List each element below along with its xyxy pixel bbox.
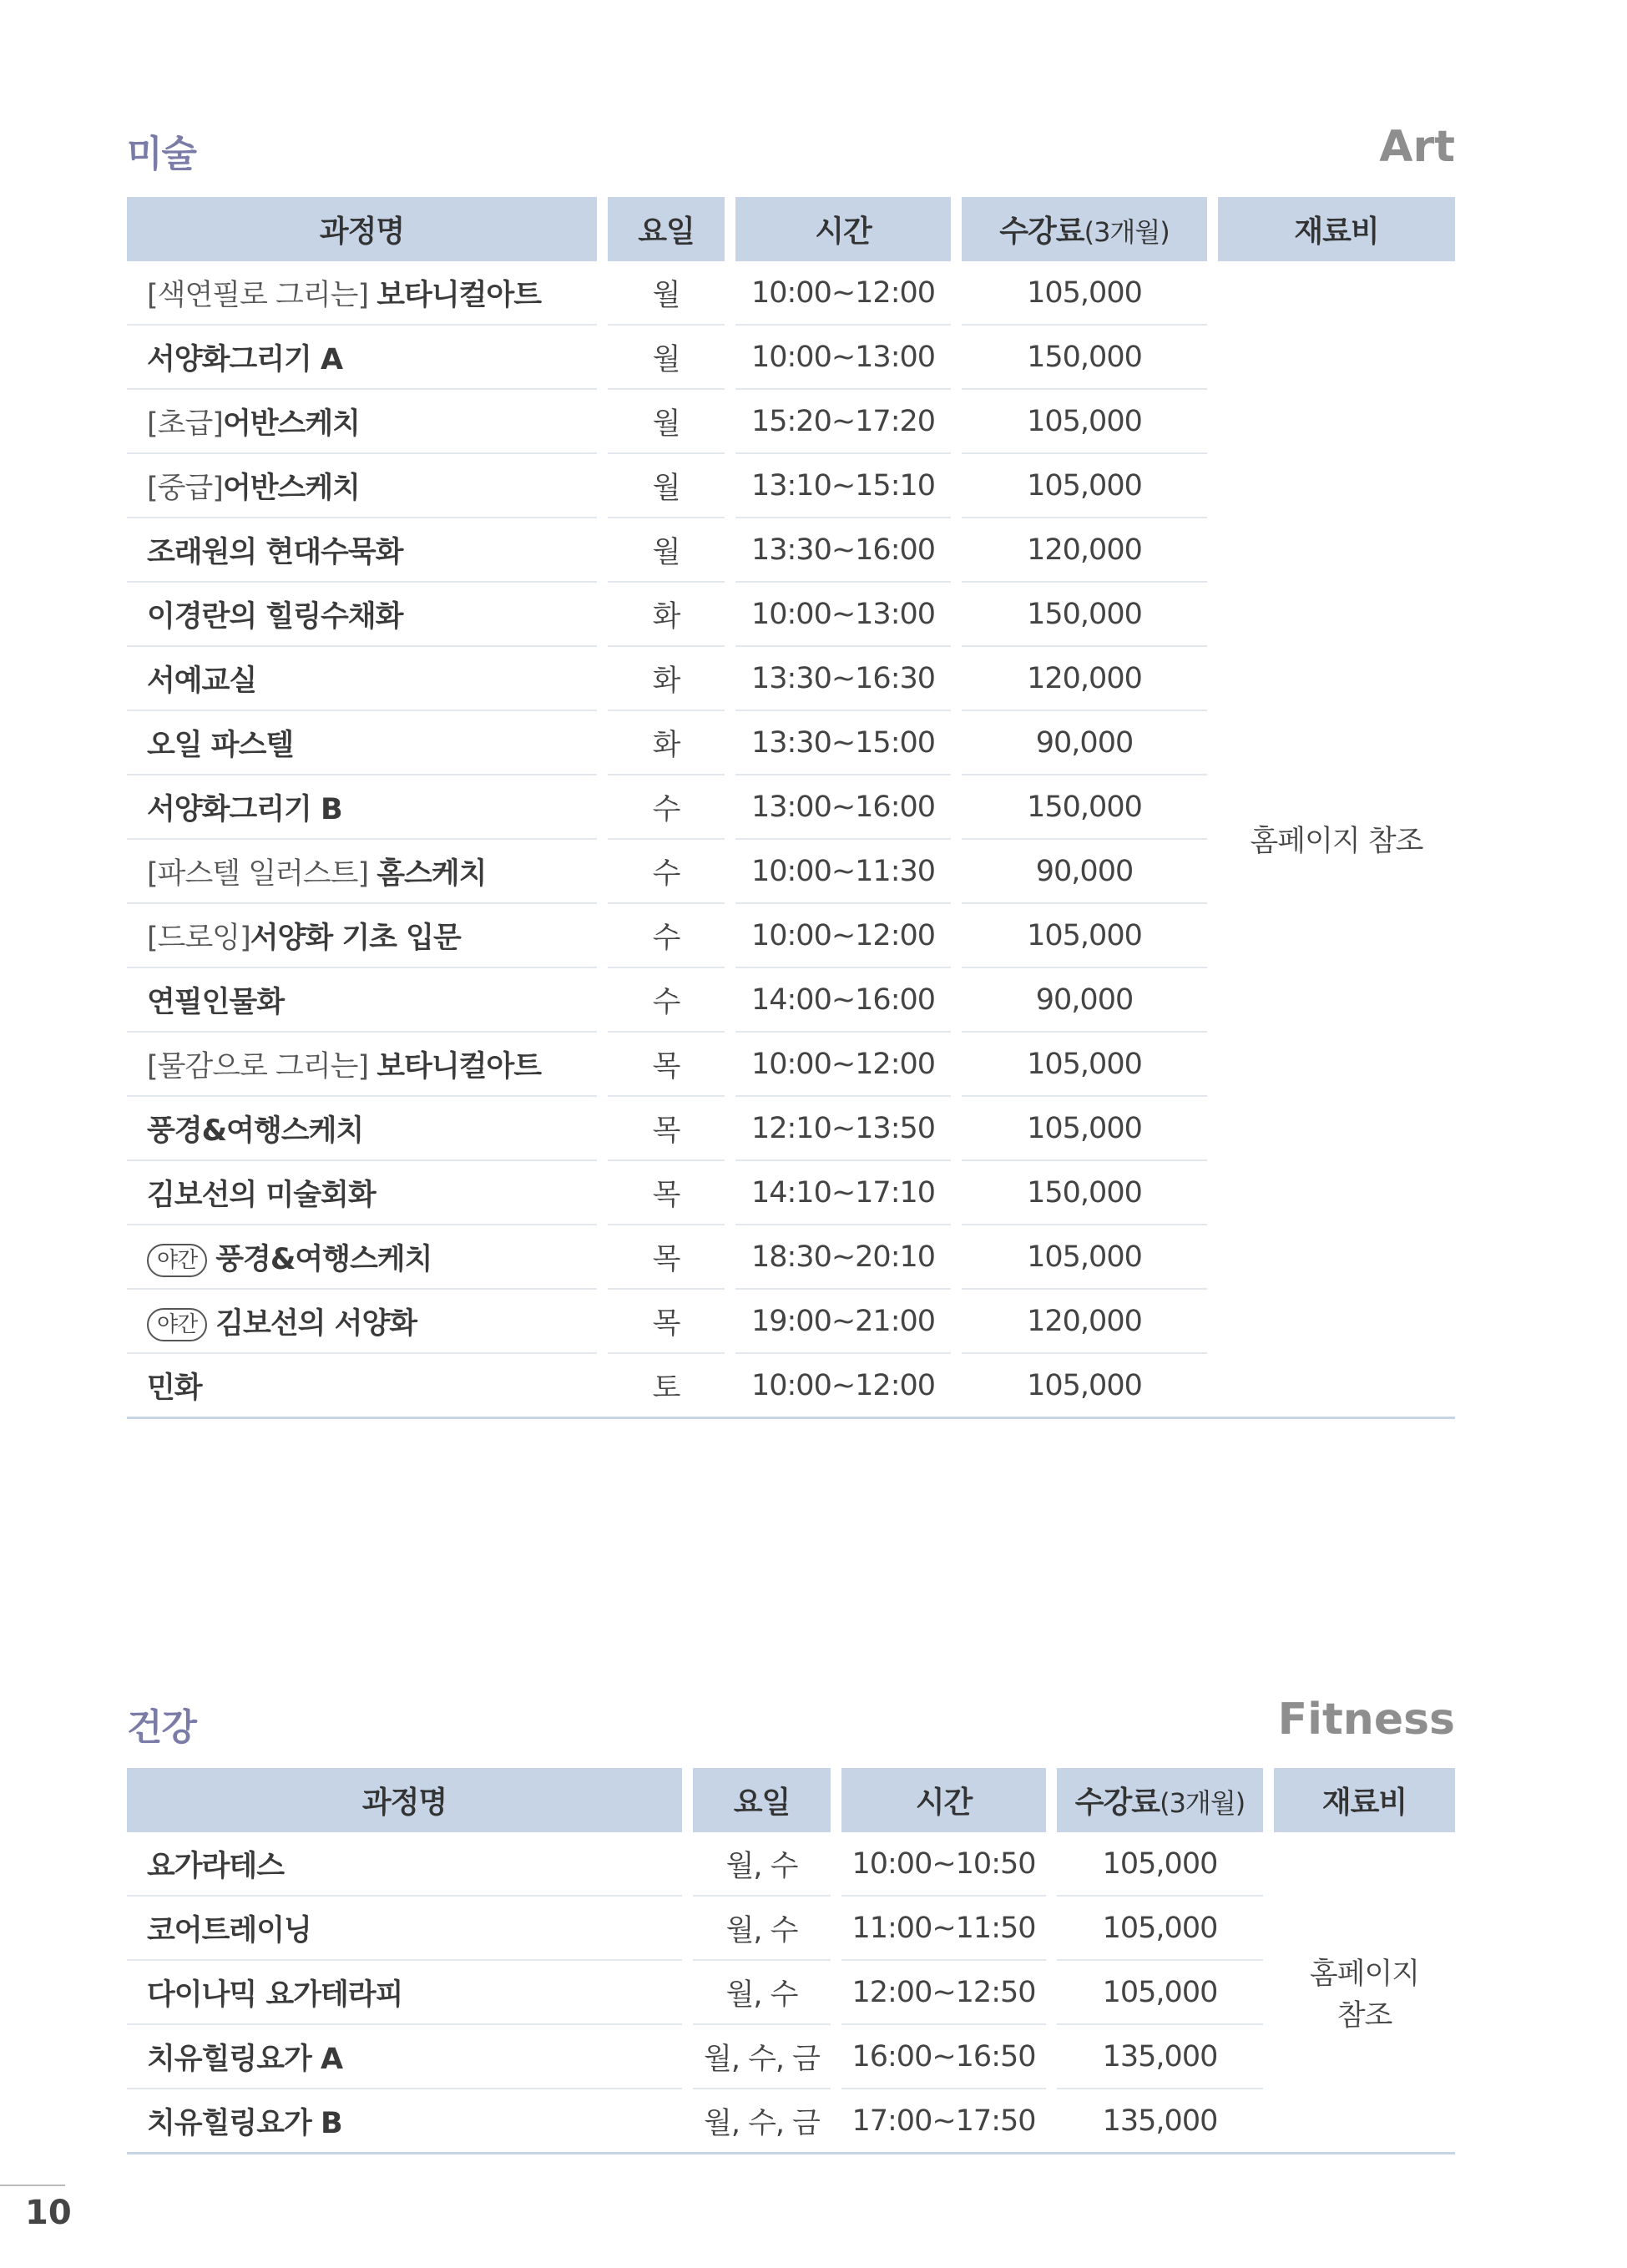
day-cell: 화 xyxy=(608,711,725,775)
column-gap xyxy=(831,1897,841,1961)
column-gap xyxy=(725,711,735,775)
column-gap xyxy=(1207,647,1218,711)
column-gap xyxy=(1207,1033,1218,1097)
course-name-cell xyxy=(127,1225,597,1290)
course-name-cell xyxy=(127,454,597,518)
course-name-prefix: [파스텔 일러스트] xyxy=(147,856,377,891)
column-gap xyxy=(597,1097,608,1161)
column-gap xyxy=(1263,1897,1274,1961)
column-gap xyxy=(1263,2025,1274,2089)
time-cell: 14:00~16:00 xyxy=(735,968,951,1033)
table-row xyxy=(127,1961,1455,2025)
column-gap xyxy=(597,390,608,454)
day-cell: 수 xyxy=(608,968,725,1033)
table-row xyxy=(127,261,1455,326)
course-name-cell xyxy=(127,1354,597,1419)
column-gap xyxy=(1207,711,1218,775)
course-name: 김보선의 미술회화 xyxy=(147,1178,376,1212)
course-name: 서양화 기초 입문 xyxy=(250,921,461,955)
fitness-header-row xyxy=(127,1768,1455,1832)
column-gap xyxy=(1207,840,1218,904)
fee-cell: 105,000 xyxy=(962,390,1207,454)
fee-cell: 90,000 xyxy=(962,840,1207,904)
table-row xyxy=(127,2089,1455,2154)
column-gap xyxy=(1207,261,1218,326)
course-name: 다이나믹 요가테라피 xyxy=(147,1978,403,2012)
course-name: 코어트레이닝 xyxy=(147,1913,311,1947)
column-gap xyxy=(725,261,735,326)
column-gap xyxy=(951,326,962,390)
column-gap xyxy=(597,1354,608,1419)
column-gap xyxy=(1263,2089,1274,2154)
header-course-name: 과정명 xyxy=(127,1768,682,1832)
day-cell: 월, 수, 금 xyxy=(693,2025,831,2089)
column-gap xyxy=(831,2089,841,2154)
column-gap xyxy=(831,1832,841,1897)
column-gap xyxy=(1263,1832,1274,1897)
column-gap xyxy=(597,904,608,968)
column-gap xyxy=(725,454,735,518)
time-cell: 16:00~16:50 xyxy=(841,2025,1046,2089)
column-gap xyxy=(1207,775,1218,840)
fitness-section-title-en: Fitness xyxy=(1277,1695,1455,1745)
column-gap xyxy=(682,2025,693,2089)
material-fee-cell: 홈페이지 참조 xyxy=(1218,261,1455,1419)
course-name-cell xyxy=(127,1897,682,1961)
course-name-cell xyxy=(127,647,597,711)
column-gap xyxy=(951,583,962,647)
course-name-cell xyxy=(127,1290,597,1354)
course-name: 보타니컬아트 xyxy=(376,278,542,312)
column-gap xyxy=(597,1033,608,1097)
fee-cell: 120,000 xyxy=(962,518,1207,583)
course-name-cell xyxy=(127,904,597,968)
time-cell: 14:10~17:10 xyxy=(735,1161,951,1225)
column-gap xyxy=(831,1961,841,2025)
page-number: 10 xyxy=(25,2194,72,2232)
material-note-line: 참조 xyxy=(1336,1998,1392,2033)
column-gap xyxy=(725,1097,735,1161)
column-gap xyxy=(725,1161,735,1225)
column-gap xyxy=(951,390,962,454)
column-gap xyxy=(1263,1961,1274,2025)
course-name: 서양화그리기 A xyxy=(147,342,343,376)
course-name-prefix: [색연필로 그리는] xyxy=(147,278,377,312)
art-course-table xyxy=(127,197,1455,1419)
time-cell: 13:30~15:00 xyxy=(735,711,951,775)
header-material: 재료비 xyxy=(1218,197,1455,261)
fee-cell: 120,000 xyxy=(962,647,1207,711)
material-fee-cell xyxy=(1274,1832,1455,2154)
column-gap xyxy=(1207,1354,1218,1419)
column-gap xyxy=(597,1225,608,1290)
day-cell: 목 xyxy=(608,1033,725,1097)
column-gap xyxy=(951,840,962,904)
header-time: 시간 xyxy=(841,1768,1046,1832)
header-fee-label: 수강료 xyxy=(1074,1786,1160,1820)
day-cell: 월 xyxy=(608,261,725,326)
time-cell: 11:00~11:50 xyxy=(841,1897,1046,1961)
column-gap xyxy=(682,1897,693,1961)
course-name-cell xyxy=(127,711,597,775)
page-number-rule xyxy=(0,2185,65,2186)
time-cell: 10:00~12:00 xyxy=(735,261,951,326)
header-fee xyxy=(1057,1768,1263,1832)
course-name-cell xyxy=(127,1961,682,2025)
column-gap xyxy=(597,326,608,390)
course-name: 조래원의 현대수묵화 xyxy=(147,535,403,569)
column-gap xyxy=(597,518,608,583)
time-cell: 12:10~13:50 xyxy=(735,1097,951,1161)
day-cell: 월, 수, 금 xyxy=(693,2089,831,2154)
course-name-prefix: [물감으로 그리는] xyxy=(147,1049,377,1083)
header-fee-sub: (3개월) xyxy=(1084,216,1170,248)
course-name: 풍경&여행스케치 xyxy=(215,1242,432,1276)
time-cell: 10:00~13:00 xyxy=(735,583,951,647)
course-name: 김보선의 서양화 xyxy=(215,1306,417,1341)
column-gap xyxy=(951,261,962,326)
column-gap xyxy=(1046,1832,1057,1897)
time-cell: 12:00~12:50 xyxy=(841,1961,1046,2025)
column-gap xyxy=(725,326,735,390)
day-cell: 월 xyxy=(608,326,725,390)
fee-cell: 90,000 xyxy=(962,968,1207,1033)
column-gap xyxy=(1207,1161,1218,1225)
course-name-cell xyxy=(127,1097,597,1161)
header-fee-label: 수강료 xyxy=(999,215,1084,249)
table-row xyxy=(127,2025,1455,2089)
day-cell: 목 xyxy=(608,1225,725,1290)
day-cell: 목 xyxy=(608,1097,725,1161)
course-name: 치유힐링요가 B xyxy=(147,2106,342,2140)
day-cell: 월 xyxy=(608,454,725,518)
course-name-cell xyxy=(127,518,597,583)
column-gap xyxy=(951,518,962,583)
course-name-cell xyxy=(127,1832,682,1897)
time-cell: 13:30~16:30 xyxy=(735,647,951,711)
course-name-cell xyxy=(127,2025,682,2089)
time-cell: 15:20~17:20 xyxy=(735,390,951,454)
header-day: 요일 xyxy=(608,197,725,261)
course-name: 요가라테스 xyxy=(147,1849,285,1883)
day-cell: 수 xyxy=(608,904,725,968)
day-cell: 목 xyxy=(608,1290,725,1354)
column-gap xyxy=(725,968,735,1033)
column-gap xyxy=(951,1354,962,1419)
fee-cell: 135,000 xyxy=(1057,2025,1263,2089)
fee-cell: 105,000 xyxy=(962,1225,1207,1290)
course-name-prefix: [초급] xyxy=(147,407,223,441)
course-name: 치유힐링요가 A xyxy=(147,2042,343,2076)
art-header-row xyxy=(127,197,1455,261)
time-cell: 10:00~11:30 xyxy=(735,840,951,904)
column-gap xyxy=(951,647,962,711)
column-gap xyxy=(951,1033,962,1097)
header-time: 시간 xyxy=(735,197,951,261)
art-section-title-en: Art xyxy=(1379,122,1455,172)
column-gap xyxy=(951,1097,962,1161)
column-gap xyxy=(725,583,735,647)
fee-cell: 105,000 xyxy=(962,454,1207,518)
time-cell: 19:00~21:00 xyxy=(735,1290,951,1354)
column-gap xyxy=(597,1290,608,1354)
day-cell: 수 xyxy=(608,775,725,840)
day-cell: 월, 수 xyxy=(693,1961,831,2025)
course-name: 이경란의 힐링수채화 xyxy=(147,599,403,634)
day-cell: 월 xyxy=(608,518,725,583)
day-cell: 월, 수 xyxy=(693,1832,831,1897)
column-gap xyxy=(1046,2025,1057,2089)
course-name: 민화 xyxy=(147,1371,202,1405)
time-cell: 10:00~10:50 xyxy=(841,1832,1046,1897)
fee-cell: 150,000 xyxy=(962,583,1207,647)
column-gap xyxy=(725,904,735,968)
column-gap xyxy=(951,904,962,968)
column-gap xyxy=(682,1961,693,2025)
time-cell: 13:30~16:00 xyxy=(735,518,951,583)
course-name: 어반스케치 xyxy=(222,407,360,441)
time-cell: 10:00~12:00 xyxy=(735,904,951,968)
column-gap xyxy=(725,1033,735,1097)
fee-cell: 135,000 xyxy=(1057,2089,1263,2154)
header-material: 재료비 xyxy=(1274,1768,1455,1832)
day-cell: 월 xyxy=(608,390,725,454)
column-gap xyxy=(597,1161,608,1225)
course-name: 어반스케치 xyxy=(222,471,360,505)
course-name-cell xyxy=(127,326,597,390)
course-name: 오일 파스텔 xyxy=(147,728,294,762)
column-gap xyxy=(597,775,608,840)
day-cell: 목 xyxy=(608,1161,725,1225)
column-gap xyxy=(951,454,962,518)
fee-cell: 150,000 xyxy=(962,1161,1207,1225)
fitness-section-title: 건강 xyxy=(127,1706,197,1749)
fee-cell: 105,000 xyxy=(1057,1961,1263,2025)
time-cell: 17:00~17:50 xyxy=(841,2089,1046,2154)
column-gap xyxy=(597,583,608,647)
column-gap xyxy=(597,261,608,326)
column-gap xyxy=(1207,1290,1218,1354)
column-gap xyxy=(597,454,608,518)
course-name-cell xyxy=(127,968,597,1033)
fee-cell: 150,000 xyxy=(962,775,1207,840)
course-name-cell xyxy=(127,2089,682,2154)
fee-cell: 105,000 xyxy=(962,1354,1207,1419)
night-badge: 야간 xyxy=(147,1244,207,1277)
column-gap xyxy=(725,390,735,454)
time-cell: 10:00~12:00 xyxy=(735,1354,951,1419)
column-gap xyxy=(682,2089,693,2154)
column-gap xyxy=(597,647,608,711)
fee-cell: 105,000 xyxy=(962,904,1207,968)
course-name: 서예교실 xyxy=(147,664,257,698)
table-row xyxy=(127,1897,1455,1961)
column-gap xyxy=(1207,1097,1218,1161)
course-name: 풍경&여행스케치 xyxy=(147,1114,364,1148)
night-badge: 야간 xyxy=(147,1308,207,1341)
column-gap xyxy=(1207,326,1218,390)
course-name-cell xyxy=(127,775,597,840)
column-gap xyxy=(951,775,962,840)
column-gap xyxy=(1207,583,1218,647)
fee-cell: 120,000 xyxy=(962,1290,1207,1354)
day-cell: 월, 수 xyxy=(693,1897,831,1961)
column-gap xyxy=(725,518,735,583)
column-gap xyxy=(725,1290,735,1354)
fee-cell: 90,000 xyxy=(962,711,1207,775)
column-gap xyxy=(951,711,962,775)
column-gap xyxy=(597,968,608,1033)
course-name-cell xyxy=(127,1161,597,1225)
column-gap xyxy=(951,1290,962,1354)
header-fee xyxy=(962,197,1207,261)
column-gap xyxy=(1046,1961,1057,2025)
column-gap xyxy=(725,1354,735,1419)
fee-cell: 105,000 xyxy=(962,261,1207,326)
column-gap xyxy=(951,1225,962,1290)
day-cell: 화 xyxy=(608,583,725,647)
day-cell: 화 xyxy=(608,647,725,711)
day-cell: 수 xyxy=(608,840,725,904)
course-name-prefix: [중급] xyxy=(147,471,223,505)
fee-cell: 105,000 xyxy=(1057,1832,1263,1897)
time-cell: 13:10~15:10 xyxy=(735,454,951,518)
fee-cell: 105,000 xyxy=(1057,1897,1263,1961)
column-gap xyxy=(1046,2089,1057,2154)
column-gap xyxy=(597,840,608,904)
column-gap xyxy=(597,711,608,775)
header-course-name: 과정명 xyxy=(127,197,597,261)
course-name-cell xyxy=(127,261,597,326)
column-gap xyxy=(725,647,735,711)
column-gap xyxy=(1046,1897,1057,1961)
day-cell: 토 xyxy=(608,1354,725,1419)
course-name-cell xyxy=(127,390,597,454)
material-note-line: 홈페이지 xyxy=(1309,1957,1420,1991)
column-gap xyxy=(1207,518,1218,583)
column-gap xyxy=(682,1832,693,1897)
column-gap xyxy=(1207,454,1218,518)
fitness-course-table xyxy=(127,1768,1455,2154)
course-name-cell xyxy=(127,583,597,647)
time-cell: 13:00~16:00 xyxy=(735,775,951,840)
column-gap xyxy=(951,968,962,1033)
column-gap xyxy=(831,2025,841,2089)
column-gap xyxy=(725,1225,735,1290)
course-name: 홈스케치 xyxy=(376,856,487,891)
time-cell: 10:00~12:00 xyxy=(735,1033,951,1097)
column-gap xyxy=(1207,968,1218,1033)
course-name-cell xyxy=(127,840,597,904)
course-name: 연필인물화 xyxy=(147,985,285,1019)
fee-cell: 105,000 xyxy=(962,1033,1207,1097)
table-row xyxy=(127,1832,1455,1897)
column-gap xyxy=(1207,904,1218,968)
column-gap xyxy=(951,1161,962,1225)
header-day: 요일 xyxy=(693,1768,831,1832)
header-fee-sub: (3개월) xyxy=(1160,1787,1246,1819)
time-cell: 10:00~13:00 xyxy=(735,326,951,390)
art-section-title: 미술 xyxy=(127,133,197,175)
course-name-prefix: [드로잉] xyxy=(147,921,250,955)
column-gap xyxy=(1207,390,1218,454)
course-name-cell xyxy=(127,1033,597,1097)
time-cell: 18:30~20:10 xyxy=(735,1225,951,1290)
fee-cell: 150,000 xyxy=(962,326,1207,390)
fee-cell: 105,000 xyxy=(962,1097,1207,1161)
column-gap xyxy=(725,840,735,904)
course-name: 서양화그리기 B xyxy=(147,792,342,826)
course-name: 보타니컬아트 xyxy=(376,1049,542,1083)
column-gap xyxy=(1207,1225,1218,1290)
column-gap xyxy=(725,775,735,840)
